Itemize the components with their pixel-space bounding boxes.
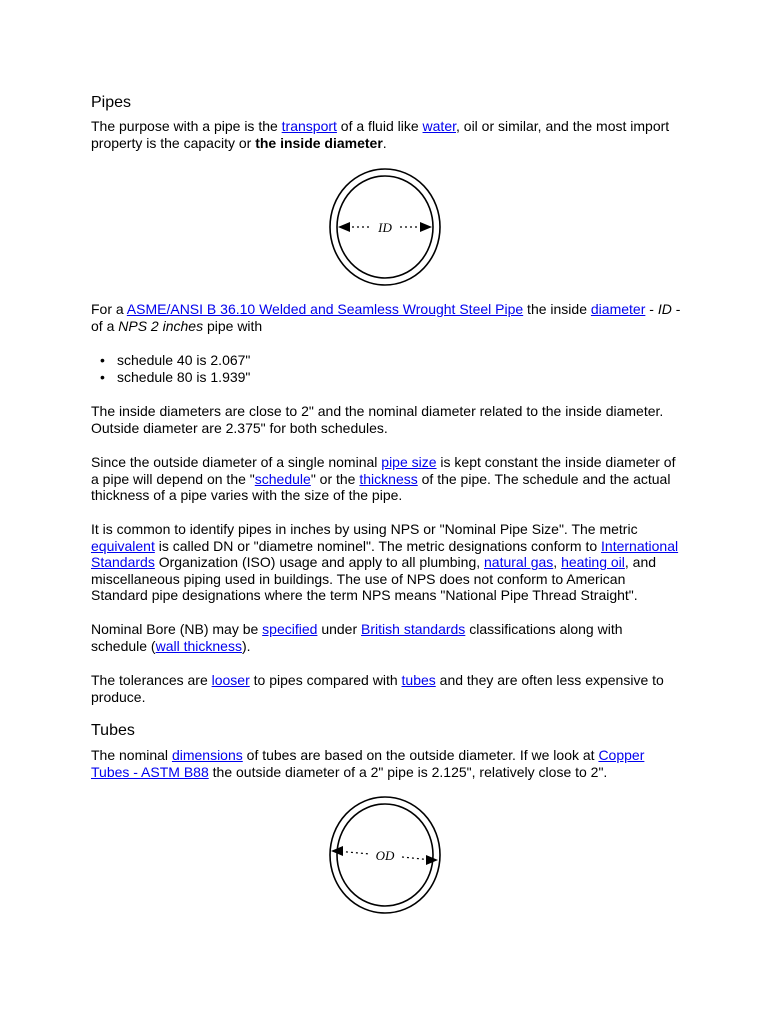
link-specified[interactable]: specified (262, 621, 318, 637)
list-item: • schedule 80 is 1.939" (91, 369, 681, 386)
link-schedule[interactable]: schedule (254, 470, 311, 487)
link-tubes[interactable]: tubes (401, 672, 436, 688)
pipes-paragraph-1: The purpose with a pipe is the transport of a fluid like water, oil or similar, and the most import property is the capacity or the inside diameter. (91, 118, 670, 151)
link-dimensions[interactable]: dimensions (171, 747, 243, 763)
pipes-paragraph-2: For a ASME/ANSI B 36.10 Welded and Seamless Wrought Steel Pipe the inside diameter - ID - of a NPS 2 inches pipe with (91, 301, 681, 334)
pipes-paragraph-7: The tolerances are looser to pipes compared with tubes and they are often less expensive to produce. (91, 672, 664, 705)
link-water[interactable]: water (422, 118, 456, 134)
link-natural-gas[interactable]: natural gas (484, 554, 554, 570)
link-pipe-size[interactable]: pipe size (381, 454, 437, 470)
link-asme[interactable]: ASME/ANSI B 36.10 Welded and Seamless Wrought Steel Pipe (126, 301, 524, 317)
pipe-cross-section-id (328, 167, 444, 287)
link-looser[interactable]: looser (211, 672, 250, 688)
arrow-right-icon (420, 222, 432, 232)
tubes-heading: Tubes (91, 722, 135, 739)
link-international-standards[interactable]: International Standards (91, 537, 679, 570)
pipes-paragraph-5: It is common to identify pipes in inches by using NPS or "Nominal Pipe Size". The metric equivalent is called DN or "diametre nominel". The metric designations conform to International Standards Organization (ISO) usage and apply to all plumbing, natural gas, heating oil, and miscellaneous piping used in buildings. The use of NPS does not conform to American Standard pipe designations where the term NPS means "National Pipe Thread Straight". (91, 521, 679, 603)
inside-diameter-diagram (328, 167, 444, 287)
link-heating-oil[interactable]: heating oil (561, 554, 625, 570)
link-copper-tubes[interactable]: Copper Tubes - ASTM B88 (91, 747, 645, 780)
pipes-paragraph-4: Since the outside diameter of a single nominal pipe size is kept constant the inside diameter of a pipe will depend on the "schedule" or the thickness of the pipe. The schedule and the actual thickness of a pipe varies with the size of the pipe. (91, 454, 676, 503)
schedule-list (91, 352, 681, 385)
tubes-paragraph-1: The nominal dimensions of tubes are based on the outside diameter. If we look at Copper Tubes - ASTM B88 the outside diameter of a 2" pipe is 2.125", relatively close to 2". (91, 747, 645, 780)
pipes-paragraph-3: The inside diameters are close to 2" and the nominal diameter related to the inside diameter. Outside diameter are 2.375" for both schedules. (91, 403, 664, 436)
link-transport[interactable]: transport (281, 118, 337, 134)
link-british-standards[interactable]: British standards (361, 621, 466, 637)
link-equivalent[interactable]: equivalent (91, 537, 155, 554)
link-thickness[interactable]: thickness (359, 470, 418, 487)
link-diameter[interactable]: diameter (590, 301, 646, 317)
list-item: • schedule 40 is 2.067" (91, 352, 681, 369)
arrow-left-icon (338, 222, 350, 232)
od-label: OD (375, 848, 395, 863)
pipes-heading: Pipes (91, 94, 132, 111)
pipes-paragraph-6: Nominal Bore (NB) may be specified under British standards classifications along with schedule (wall thickness). (91, 621, 623, 654)
id-label: ID (378, 220, 392, 235)
tube-cross-section-od (328, 795, 444, 915)
outside-diameter-diagram (328, 795, 444, 915)
link-wall-thickness[interactable]: wall thickness (155, 637, 242, 654)
inside-diameter-bold: the inside diameter (255, 134, 383, 151)
